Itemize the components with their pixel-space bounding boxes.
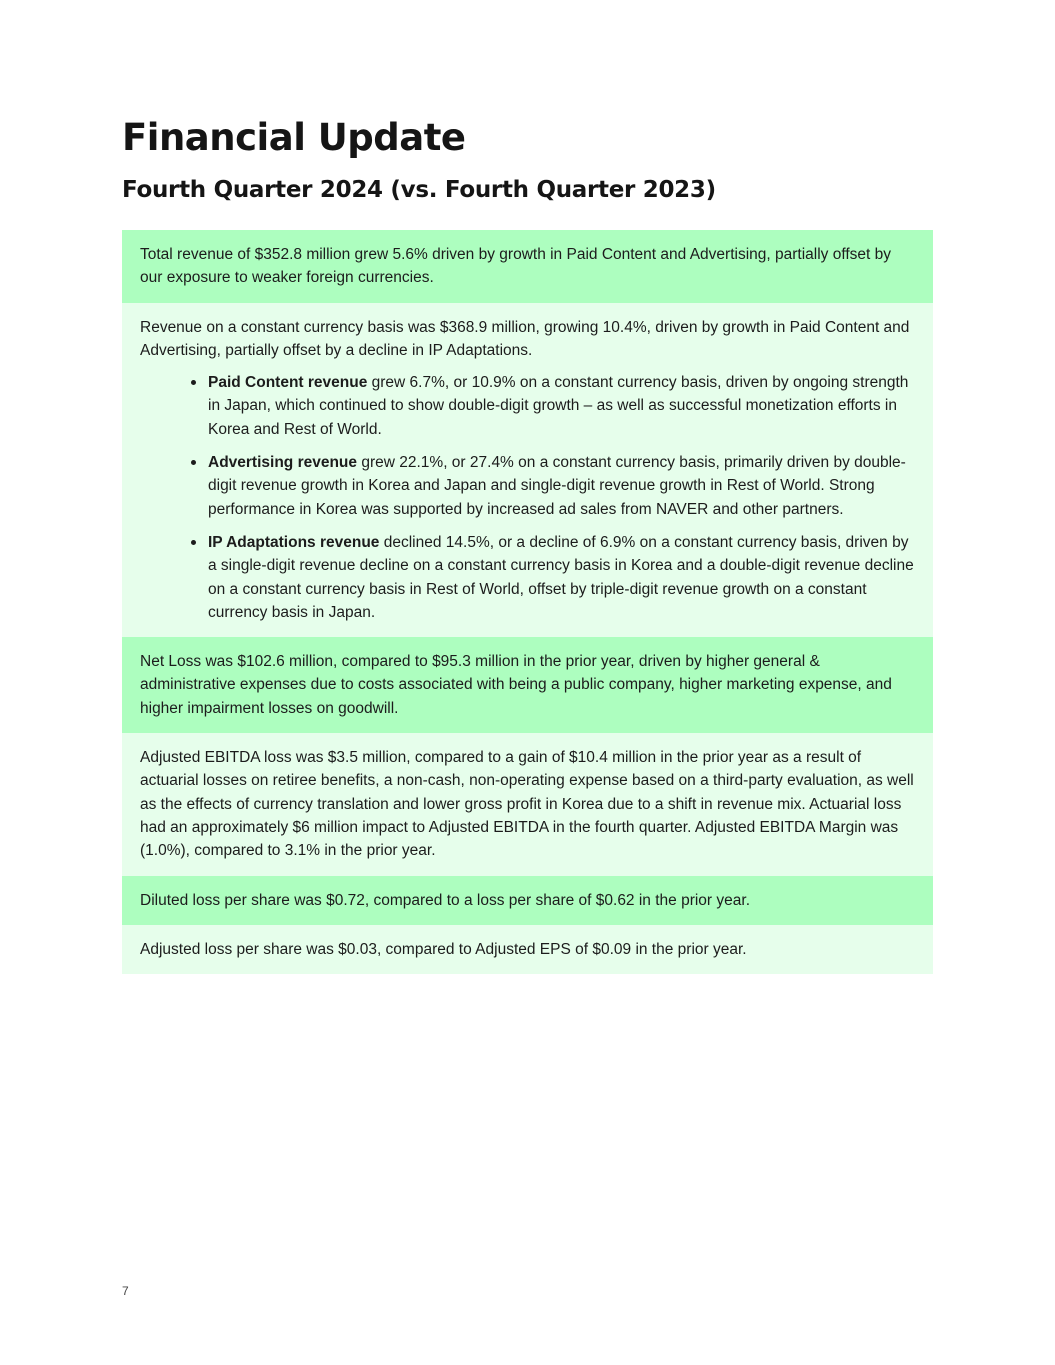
adjusted-ebitda-block (122, 733, 933, 875)
total-revenue-block (122, 230, 933, 303)
net-loss-text: Net Loss was $102.6 million, compared to $95.3 million in the prior year, driven by higher general & administrative expenses due to costs associated with being a public company, higher marketing expense, and higher impairment losses on goodwill. (140, 653, 892, 717)
diluted-loss-text: Diluted loss per share was $0.72, compared to a loss per share of $0.62 in the prior year. (140, 891, 751, 909)
list-item-advertising (208, 451, 915, 521)
list-item-ip-adaptations (208, 531, 915, 624)
adjusted-loss-block (122, 925, 933, 974)
financial-highlights (122, 230, 933, 974)
page-number: 7 (122, 1284, 129, 1298)
bullet-text: declined 14.5%, or a decline of 6.9% on a constant currency basis, driven by a single-digit revenue decline on a constant currency basis in Korea and a double-digit revenue decline on a constant currency basis in Rest of World, offset by triple-digit revenue growth on a constant currency basis in Japan. (208, 533, 914, 621)
revenue-breakdown-list (140, 371, 915, 624)
bullet-label: Advertising revenue (208, 454, 358, 472)
list-item-paid-content (208, 371, 915, 441)
net-loss-block (122, 637, 933, 733)
page-subtitle: Fourth Quarter 2024 (vs. Fourth Quarter 2023) (122, 177, 716, 203)
constant-currency-block (122, 303, 933, 638)
constant-currency-text: Revenue on a constant currency basis was $368.9 million, growing 10.4%, driven by growth in Paid Content and Advertising, partially offset by a decline in IP Adaptations. (140, 318, 910, 359)
bullet-text: grew 22.1%, or 27.4% on a constant currency basis, primarily driven by double-digit revenue growth in Korea and Japan and single-digit revenue growth in Rest of World. Strong performance in Korea was supported by increased ad sales from NAVER and other partners. (208, 454, 906, 518)
page-title: Financial Update (122, 116, 466, 159)
bullet-label: Paid Content revenue (208, 374, 368, 392)
bullet-label: IP Adaptations revenue (208, 533, 380, 551)
bullet-text: grew 6.7%, or 10.9% on a constant currency basis, driven by ongoing strength in Japan, which continued to show double-digit growth – as well as successful monetization efforts in Korea and Rest of World. (208, 374, 909, 438)
diluted-loss-block (122, 876, 933, 925)
total-revenue-text: Total revenue of $352.8 million grew 5.6% driven by growth in Paid Content and Advertising, partially offset by our exposure to weaker foreign currencies. (140, 246, 892, 287)
adjusted-ebitda-text: Adjusted EBITDA loss was $3.5 million, compared to a gain of $10.4 million in the prior year as a result of actuarial losses on retiree benefits, a non-cash, non-operating expense based on a third-party evaluation, as well as the effects of currency translation and lower gross profit in Korea due to a shift in revenue mix. Actuarial loss had an approximately $6 million impact to Adjusted EBITDA in the fourth quarter. Adjusted EBITDA Margin was (1.0%), compared to 3.1% in the prior year. (140, 749, 914, 860)
adjusted-loss-text: Adjusted loss per share was $0.03, compared to Adjusted EPS of $0.09 in the prior year. (140, 940, 747, 958)
